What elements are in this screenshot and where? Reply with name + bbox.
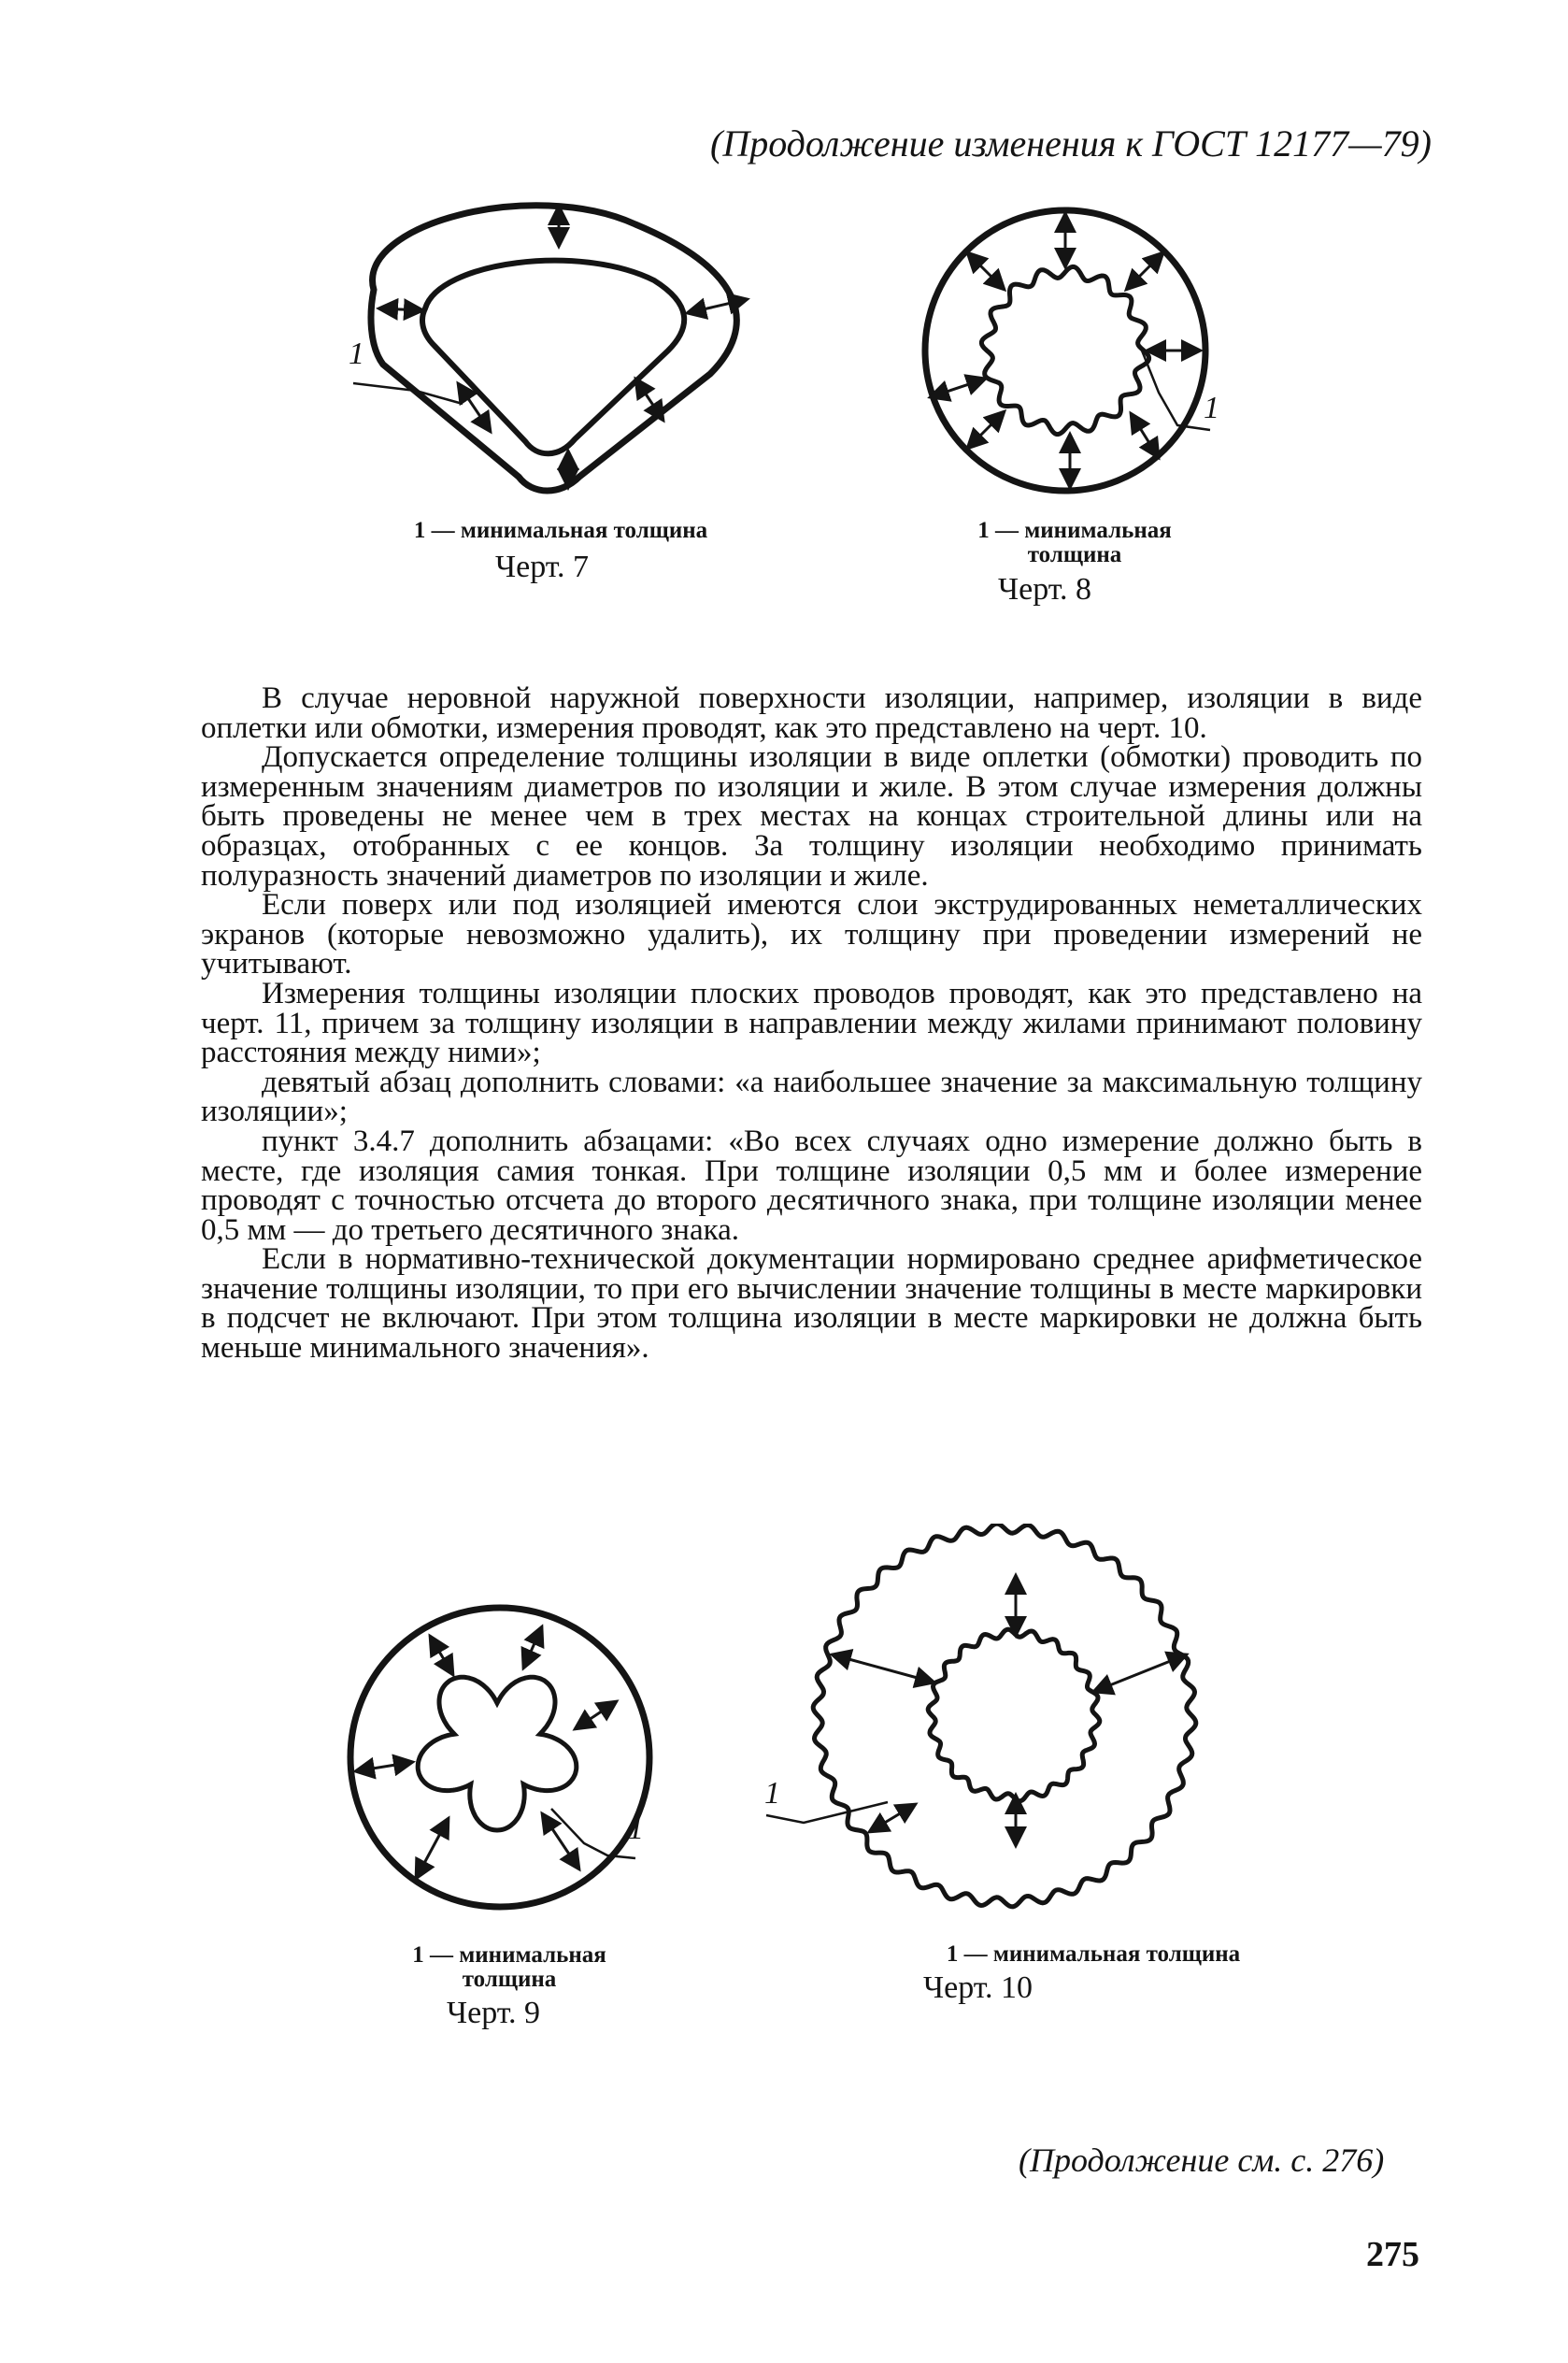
paragraph-3: Если поверх или под изоляцией имеются слои экструдированных неметаллических экранов (которые невозможно удалить), их толщину при проведении измерений не учитывают. bbox=[201, 888, 1422, 981]
figure-9-callout: 1 bbox=[628, 1812, 644, 1846]
body-text bbox=[201, 681, 1422, 1366]
paragraph-4: Измерения толщины изоляции плоских проводов проводят, как это представлено на черт. 11, причем за толщину изоляции в направлении между жилами принимают половину расстояния между ними»; bbox=[201, 976, 1422, 1070]
figure-8-note-line1: 1 — минимальная bbox=[977, 518, 1172, 543]
figure-8-callout: 1 bbox=[1204, 391, 1219, 425]
figure-7-note: 1 — минимальная толщина bbox=[413, 518, 708, 543]
running-header: (Продолжение изменения к ГОСТ 12177—79) bbox=[710, 122, 1432, 165]
figure-7-callout: 1 bbox=[349, 337, 364, 371]
paragraph-6: пункт 3.4.7 дополнить абзацами: «Во всех случаях одно измерение должно быть в месте, где изоляция самия тонкая. При толщине изоляции 0,5 мм и более измерение проводят с точностью отсчета до второго десятичного знака, при толщине изоляции менее 0,5 мм — до третьего десятичного знака. bbox=[201, 1124, 1422, 1247]
figure-8-note-line2: толщина bbox=[1027, 542, 1122, 567]
continuation-note: (Продолжение см. с. 276) bbox=[1019, 2141, 1385, 2179]
paragraph-1: В случае неровной наружной поверхности изоляции, например, изоляции в виде оплетки или обмотки, измерения проводят, как это представлено на черт. 10. bbox=[201, 681, 1422, 745]
figure-9-note-line2: толщина bbox=[462, 1967, 557, 1992]
figure-7-drawing bbox=[346, 187, 776, 505]
paragraph-2: Допускается определение толщины изоляции в виде оплетки (обмотки) проводить по измеренным значениям диаметров по изоляции и жиле. В этом случае измерения должны быть проведены не менее чем в трех местах на концах строительной длины или на образцах, отобранных с ее концов. За толщину изоляции необходимо принимать полуразность значений диаметров по изоляции и жиле. bbox=[201, 740, 1422, 893]
figure-10-title: Черт. 10 bbox=[923, 1970, 1033, 2005]
figure-7-title: Черт. 7 bbox=[495, 550, 590, 584]
figure-9-title: Черт. 9 bbox=[447, 1996, 541, 2030]
figure-8-drawing bbox=[878, 196, 1252, 514]
figure-10-callout: 1 bbox=[764, 1776, 780, 1811]
figure-10-drawing bbox=[748, 1524, 1243, 1916]
paragraph-7: Если в нормативно-технической документации нормировано среднее арифметическое значение толщины изоляции, то при его вычислении значение толщины в месте маркировки в подсчет не включают. При этом толщина изоляции в месте маркировки не должна быть меньше минимального значения». bbox=[201, 1242, 1422, 1366]
page-number: 275 bbox=[1366, 2235, 1419, 2274]
paragraph-5: девятый абзац дополнить словами: «а наибольшее значение за максимальную толщину изоляции»; bbox=[201, 1065, 1422, 1129]
figure-8-title: Черт. 8 bbox=[998, 572, 1092, 607]
figure-10-note: 1 — минимальная толщина bbox=[946, 1941, 1241, 1967]
figure-9-drawing bbox=[327, 1589, 682, 1926]
figure-9-note-line1: 1 — минимальная bbox=[412, 1942, 606, 1968]
